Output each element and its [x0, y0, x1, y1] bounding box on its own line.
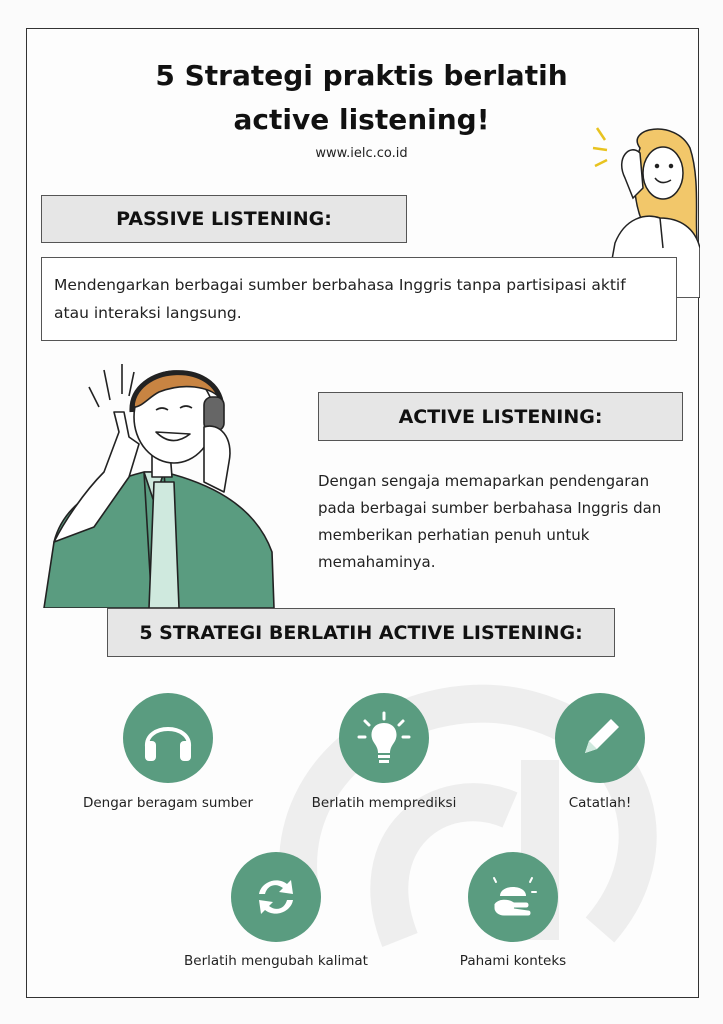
strategy-label-1: Dengar beragam sumber [82, 795, 254, 811]
strategy-label-3: Catatlah! [568, 795, 632, 811]
strategy-refresh-circle [231, 852, 321, 942]
strategy-label-2: Berlatih memprediksi [311, 795, 457, 811]
strategy-headphones-circle [123, 693, 213, 783]
strategy-pencil-circle [555, 693, 645, 783]
refresh-icon [247, 868, 305, 926]
strategy-lightbulb-circle [339, 693, 429, 783]
strategy-context-circle [468, 852, 558, 942]
man-headphones-illustration [34, 352, 284, 608]
pencil-icon [571, 709, 629, 767]
headphones-icon [139, 709, 197, 767]
title-line-1: 5 Strategi praktis berlatih [155, 59, 568, 92]
passive-listening-description: Mendengarkan berbagai sumber berbahasa Inggris tanpa partisipasi aktif atau interaksi langsung. [41, 257, 677, 341]
active-listening-heading: ACTIVE LISTENING: [318, 392, 683, 441]
strategy-label-4: Berlatih mengubah kalimat [184, 953, 368, 969]
title-line-2: active listening! [233, 103, 490, 136]
hand-bowl-icon [484, 868, 542, 926]
lightbulb-icon [355, 709, 413, 767]
website-url: www.ielc.co.id [315, 146, 408, 161]
strategies-heading: 5 STRATEGI BERLATIH ACTIVE LISTENING: [107, 608, 615, 657]
strategy-label-5: Pahami konteks [459, 953, 567, 969]
passive-listening-heading: PASSIVE LISTENING: [41, 195, 407, 243]
active-listening-description: Dengan sengaja memaparkan pendengaran pada berbagai sumber berbahasa Inggris dan memberikan perhatian penuh untuk memahaminya. [318, 472, 662, 571]
